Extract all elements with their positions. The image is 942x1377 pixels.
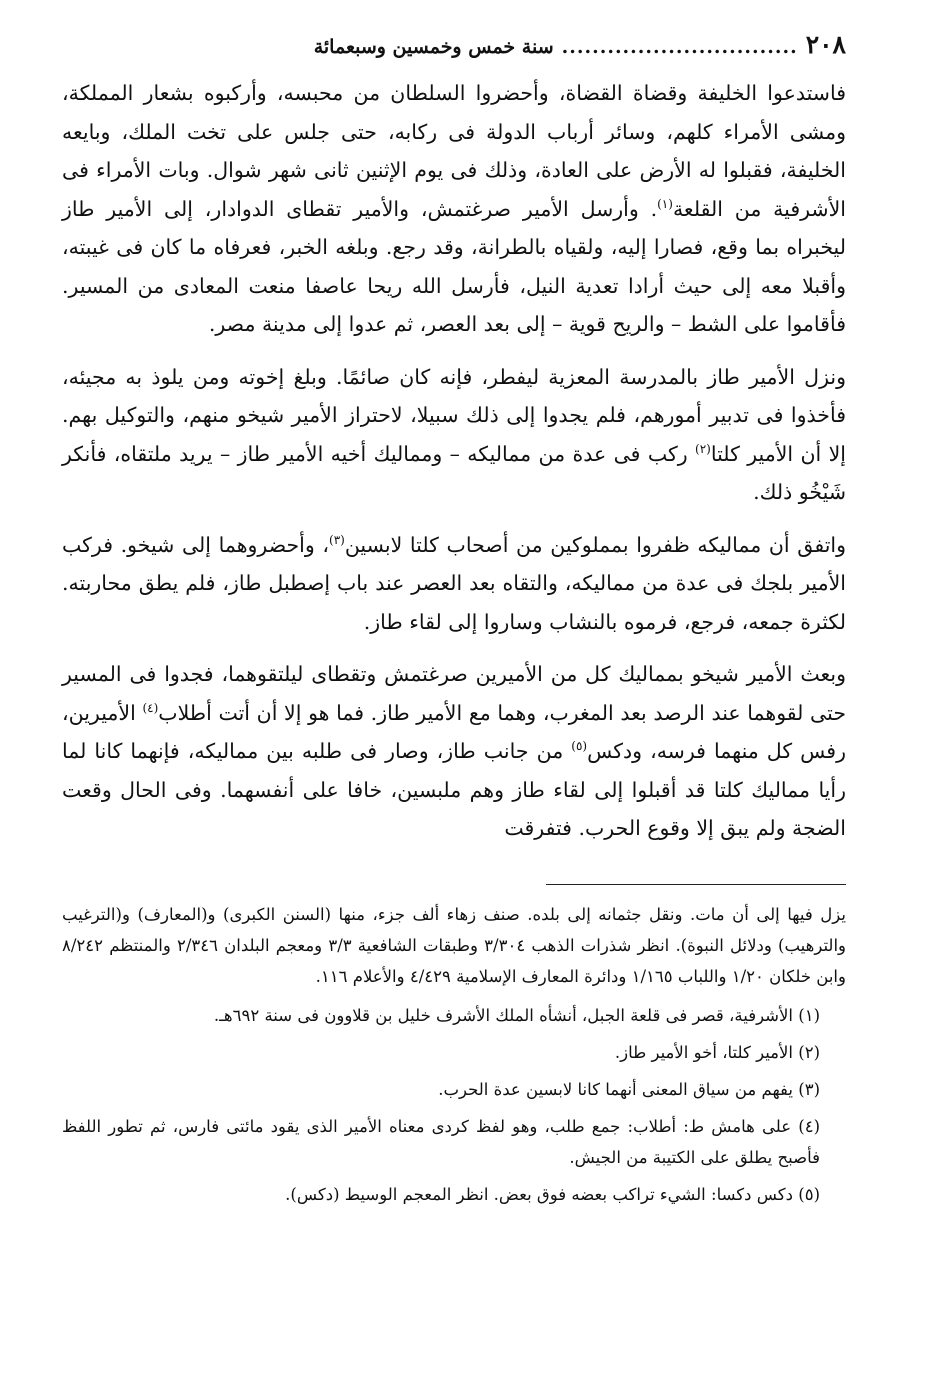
paragraph [62, 358, 846, 512]
paragraph [62, 74, 846, 344]
main-text [62, 74, 846, 848]
section-title: سنة خمس وخمسين وسبعمائة [313, 36, 554, 58]
paragraph-text: ونزل الأمير طاز بالمدرسة المعزية ليفطر، فإنه كان صائمًا. وبلغ إخوته ومن يلوذ به مجيئه، فأخذوا فى تدبير أمورهم، فلم يجدوا إلى ذلك سبيلا، لاحتراز الأمير شيخو منهم، والتوكيل بهم. إلا أن الأمير كلتا [62, 364, 846, 466]
footnote-continuation: يزل فيها إلى أن مات. ونقل جثمانه إلى بلده. صنف زهاء ألف جزء، منها (السنن الكبرى) و(المعارف) و(الترغيب والترهيب) ودلائل النبوة). انظر شذرات الذهب ٣/٣٠٤ وطبقات الشافعية ٣/٣ ومعجم البلدان ٢/٣٤٦ والمنتظم ٨/٢٤٢ وابن خلكان ١/٢٠ واللباب ١/١٦٥ ودائرة المعارف الإسلامية ٤/٤٢٩ والأعلام ١١٦. [62, 904, 847, 986]
footnote-reference: (١) [657, 196, 673, 211]
paragraph-text: واتفق أن مماليكه ظفروا بمملوكين من أصحاب كلتا لابسين [344, 532, 846, 557]
paragraph-text: ركب فى عدة من مماليكه – ومماليك أخيه الأمير طاز – يريد ملتقاه، فأنكر شَيْخُو ذلك. [62, 441, 846, 504]
paragraph-text: من جانب طاز، وصار فى طلبه بين مماليكه، فإنهما كانا لما رأيا مماليك كلتا قد أقبلوا إلى لقاء طاز وهم ملبسين، خافا على أنفسهما. وفى الحال وقعت الضجة ولم يبق إلا وقوع الحرب. فتفرقت [62, 739, 846, 840]
paragraph-text: وبعث الأمير شيخو بمماليك كل من الأميرين صرغتمش وتقطاى ليلتقوهما، فجدوا فى المسير حتى لقوهما عند الرصد بعد المغرب، وهما مع الأمير طاز. فما هو إلا أن أتت أطلاب [62, 662, 846, 725]
paragraph [62, 655, 846, 848]
footnote-list [62, 1000, 846, 1210]
header-leader-dots: ............................... [561, 36, 798, 58]
paragraph-text: . وأرسل الأمير صرغتمش، والأمير تقطاى الدوادار، إلى الأمير طاز ليخبراه بما وقع، فصارا إليه، ولقياه بالطرانة، وقد رجع. وبلغه الخبر، فعرفاه ما كان فى غيبته، وأقبلا معه إلى حيث أرادا تعدية النيل، فأرسل الله ريحا عاصفا منعت المعادى من المسير. فأقاموا على الشط – والريح قوية – إلى بعد العصر، ثم عدوا إلى مدينة مصر. [62, 196, 846, 336]
footnote-reference: (٣) [329, 532, 345, 547]
footnote-reference: (٥) [571, 739, 588, 754]
paragraph-text: ، وأحضروهما إلى شيخو. فركب الأمير بلجك فى عدة من مماليكه، والتقاه بعد العصر عند باب إصطبل طاز، فلم يطق محاربته. لكثرة جمعه، فرجع، فرموه بالنشاب وساروا إلى لقاء طاز. [62, 532, 846, 634]
footnote-divider-wrap [62, 848, 846, 899]
footnote-item: (٣) يفهم من سياق المعنى أنهما كانا لابسين عدة الحرب. [438, 1079, 820, 1099]
footnotes [62, 899, 846, 1210]
paragraph [62, 526, 846, 642]
footnote-item: (٢) الأمير كلتا، أخو الأمير طاز. [614, 1042, 820, 1062]
paragraph-text: فاستدعوا الخليفة وقضاة القضاة، وأحضروا السلطان من محبسه، وأركبوه بشعار المملكة، ومشى الأمراء كلهم، وسائر أرباب الدولة فى ركابه، حتى جلس على تخت الملك، وبايعه الخليفة، فقبلوا له الأرض على العادة، وذلك فى يوم الإثنين ثانى شهر شوال. وبات الأمراء فى الأشرفية من القلعة [62, 81, 846, 221]
footnote-divider [546, 884, 846, 885]
page-number: ٢٠٨ [805, 30, 846, 59]
footnote-reference: (٢) [695, 441, 711, 456]
running-header [62, 30, 846, 74]
footnote-item: (٥) دكس دكسا: الشيء تراكب بعضه فوق بعض. انظر المعجم الوسيط (دكس). [285, 1184, 820, 1204]
footnote-item: (٤) على هامش ط: أطلاب: جمع طلب، وهو لفظ كردى معناه الأمير الذى يقود مائتى فارس، ثم تطور اللفظ فأصبح يطلق على الكتيبة من الجيش. [62, 1116, 820, 1167]
paragraph-text: الأميرين، رفس كل منهما فرسه، ودكس [62, 700, 846, 763]
footnote-reference: (٤) [142, 700, 159, 715]
footnote-item: (١) الأشرفية، قصر فى قلعة الجبل، أنشأه الملك الأشرف خليل بن قلاوون فى سنة ٦٩٢هـ. [213, 1005, 820, 1025]
book-page [62, 30, 846, 1216]
